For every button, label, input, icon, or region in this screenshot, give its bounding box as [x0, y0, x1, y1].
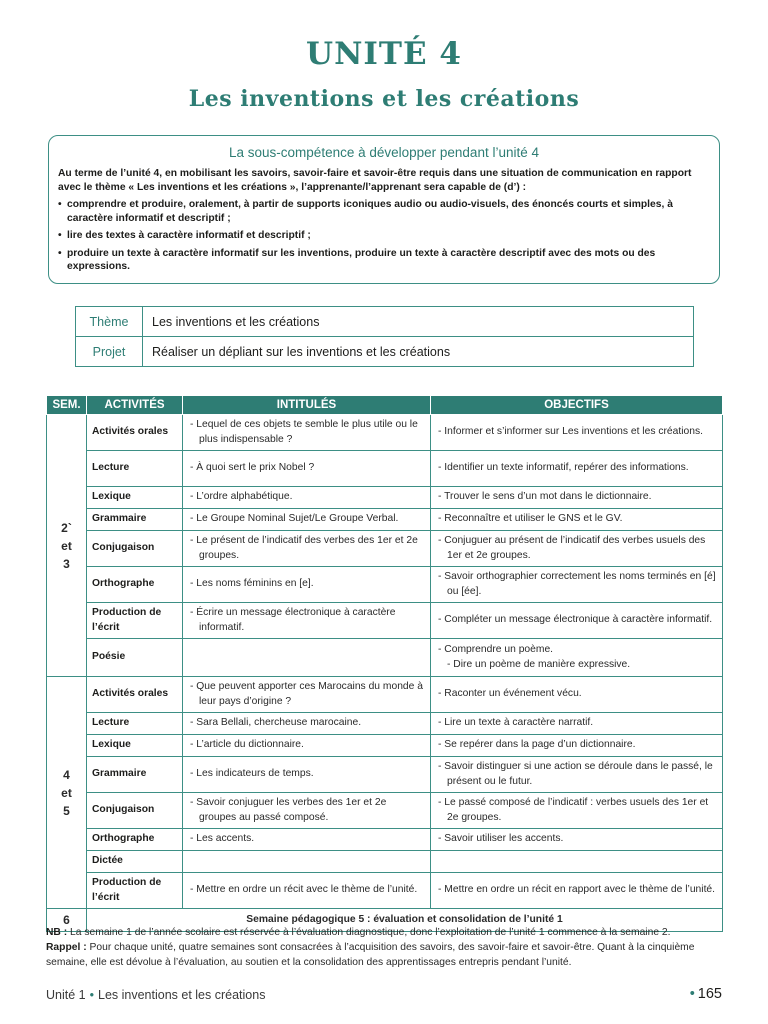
unit-title: UNITÉ 4 — [306, 36, 462, 72]
theme-row — [76, 307, 694, 337]
competence-item: • lire des textes à caractère informatif et descriptif ; — [58, 229, 710, 243]
activity-cell: Activités orales — [87, 677, 183, 713]
notes — [46, 925, 722, 970]
table-row — [47, 487, 723, 509]
objective-cell: - Se repérer dans la page d’un dictionnaire. — [431, 735, 723, 757]
table-row — [47, 509, 723, 531]
table-row — [47, 603, 723, 639]
objective-cell: - Informer et s’informer sur Les inventions et les créations. — [431, 415, 723, 451]
nb-note — [46, 925, 722, 940]
objective-cell: - Lire un texte à caractère narratif. — [431, 713, 723, 735]
table-row — [47, 829, 723, 851]
week-cell: 2` et 3 — [47, 415, 87, 677]
title-cell: - Les accents. — [183, 829, 431, 851]
page-number — [690, 986, 722, 1002]
activity-cell: Grammaire — [87, 509, 183, 531]
rappel-text: Pour chaque unité, quatre semaines sont consacrées à l’acquisition des savoirs, des savoir-faire et savoir-être. Quant à la cinquième semaine, elle est dévolue à l’évaluation, au soutien et la consolidation des apprentissages entrepris pendant l’unité. — [46, 942, 695, 968]
activity-cell: Production de l’écrit — [87, 603, 183, 639]
evaluation-week-cell: Semaine pédagogique 5 : évaluation et consolidation de l’unité 1 — [87, 909, 723, 932]
project-label: Projet — [76, 337, 143, 367]
table-row — [47, 677, 723, 713]
table-row — [47, 415, 723, 451]
project-row — [76, 337, 694, 367]
activity-cell: Lecture — [87, 451, 183, 487]
header-objectifs: OBJECTIFS — [431, 396, 723, 415]
footer-unit: Unité 1 — [46, 988, 86, 1002]
title-cell: - Lequel de ces objets te semble le plus utile ou le plus indispensable ? — [183, 415, 431, 451]
activity-cell: Dictée — [87, 851, 183, 873]
objective-cell: - Raconter un événement vécu. — [431, 677, 723, 713]
footer-section: Les inventions et les créations — [98, 988, 266, 1002]
week-cell: 6 — [47, 909, 87, 932]
title-cell: - À quoi sert le prix Nobel ? — [183, 451, 431, 487]
bullet-icon: • — [89, 988, 94, 1002]
table-row — [47, 757, 723, 793]
table-row — [47, 851, 723, 873]
table-row — [47, 735, 723, 757]
rappel-label: Rappel : — [46, 942, 87, 953]
theme-project-table — [75, 306, 694, 367]
table-header-row — [47, 396, 723, 415]
activity-cell: Production de l’écrit — [87, 873, 183, 909]
header-activites: ACTIVITÉS — [87, 396, 183, 415]
nb-text: La semaine 1 de l’année scolaire est réservée à l’évaluation diagnostique, donc l’exploitation de l’unité 1 commence à la semaine 2. — [70, 927, 671, 938]
page-number-value: 165 — [697, 986, 722, 1002]
title-cell: - Les noms féminins en [e]. — [183, 567, 431, 603]
header-intitules: INTITULÉS — [183, 396, 431, 415]
objective-cell: - Savoir distinguer si une action se déroule dans le passé, le présent ou le futur. — [431, 757, 723, 793]
title-cell: - L’article du dictionnaire. — [183, 735, 431, 757]
title-cell: - Mettre en ordre un récit avec le thème de l’unité. — [183, 873, 431, 909]
activity-cell: Orthographe — [87, 567, 183, 603]
activity-cell: Poésie — [87, 639, 183, 677]
competence-list — [58, 198, 710, 274]
title-cell: - L’ordre alphabétique. — [183, 487, 431, 509]
objective-cell: - Mettre en ordre un récit en rapport avec le thème de l’unité. — [431, 873, 723, 909]
table-row — [47, 531, 723, 567]
competence-intro: Au terme de l’unité 4, en mobilisant les savoirs, savoir-faire et savoir-être requis dans une situation de communication en rapport avec le thème « Les inventions et les créations », l’apprenante/l’apprenant sera capable de (d’) : — [58, 168, 692, 193]
title-cell: - Le Groupe Nominal Sujet/Le Groupe Verbal. — [183, 509, 431, 531]
project-value: Réaliser un dépliant sur les inventions et les créations — [143, 337, 694, 367]
table-row — [47, 451, 723, 487]
theme-value: Les inventions et les créations — [143, 307, 694, 337]
activity-cell: Activités orales — [87, 415, 183, 451]
table-row — [47, 567, 723, 603]
title-cell: - Le présent de l’indicatif des verbes des 1er et 2e groupes. — [183, 531, 431, 567]
objective-cell: - Trouver le sens d’un mot dans le dictionnaire. — [431, 487, 723, 509]
table-row — [47, 639, 723, 677]
unit-subtitle: Les inventions et les créations — [188, 86, 580, 112]
title-cell — [183, 851, 431, 873]
objective-cell: - Savoir orthographier correctement les noms terminés en [é] ou [ée]. — [431, 567, 723, 603]
table-row — [47, 793, 723, 829]
competence-heading: La sous-compétence à développer pendant l’unité 4 — [229, 145, 539, 160]
title-cell: - Savoir conjuguer les verbes des 1er et 2e groupes au passé composé. — [183, 793, 431, 829]
title-cell — [183, 639, 431, 677]
theme-label: Thème — [76, 307, 143, 337]
competence-box — [48, 135, 720, 284]
planning-table — [46, 395, 723, 932]
objective-cell: - Comprendre un poème. - Dire un poème de manière expressive. — [431, 639, 723, 677]
objective-cell — [431, 851, 723, 873]
objective-cell: - Reconnaître et utiliser le GNS et le GV. — [431, 509, 723, 531]
bullet-icon: • — [689, 986, 695, 1002]
title-cell: - Que peuvent apporter ces Marocains du monde à leur pays d’origine ? — [183, 677, 431, 713]
week-cell: 4 et 5 — [47, 677, 87, 909]
activity-cell: Lexique — [87, 487, 183, 509]
competence-item: • comprendre et produire, oralement, à partir de supports iconiques audio ou audio-visuels, des énoncés courts et simples, à caractère informatif et descriptif ; — [58, 198, 710, 225]
footer-breadcrumb — [46, 988, 265, 1002]
objective-cell: - Compléter un message électronique à caractère informatif. — [431, 603, 723, 639]
rappel-note — [46, 940, 722, 970]
activity-cell: Grammaire — [87, 757, 183, 793]
nb-label: NB : — [46, 927, 68, 938]
objective-cell: - Conjuguer au présent de l’indicatif des verbes usuels des 1er et 2e groupes. — [431, 531, 723, 567]
table-row — [47, 873, 723, 909]
header-sem: SEM. — [47, 396, 87, 415]
competence-item: • produire un texte à caractère informatif sur les inventions, produire un texte à caractère descriptif avec des mots ou des expressions. — [58, 247, 710, 274]
objective-cell: - Savoir utiliser les accents. — [431, 829, 723, 851]
activity-cell: Lexique — [87, 735, 183, 757]
objective-cell: - Identifier un texte informatif, repérer des informations. — [431, 451, 723, 487]
title-cell: - Écrire un message électronique à caractère informatif. — [183, 603, 431, 639]
title-cell: - Les indicateurs de temps. — [183, 757, 431, 793]
table-row — [47, 713, 723, 735]
activity-cell: Orthographe — [87, 829, 183, 851]
activity-cell: Conjugaison — [87, 531, 183, 567]
activity-cell: Conjugaison — [87, 793, 183, 829]
objective-cell: - Le passé composé de l’indicatif : verbes usuels des 1er et 2e groupes. — [431, 793, 723, 829]
activity-cell: Lecture — [87, 713, 183, 735]
title-cell: - Sara Bellali, chercheuse marocaine. — [183, 713, 431, 735]
